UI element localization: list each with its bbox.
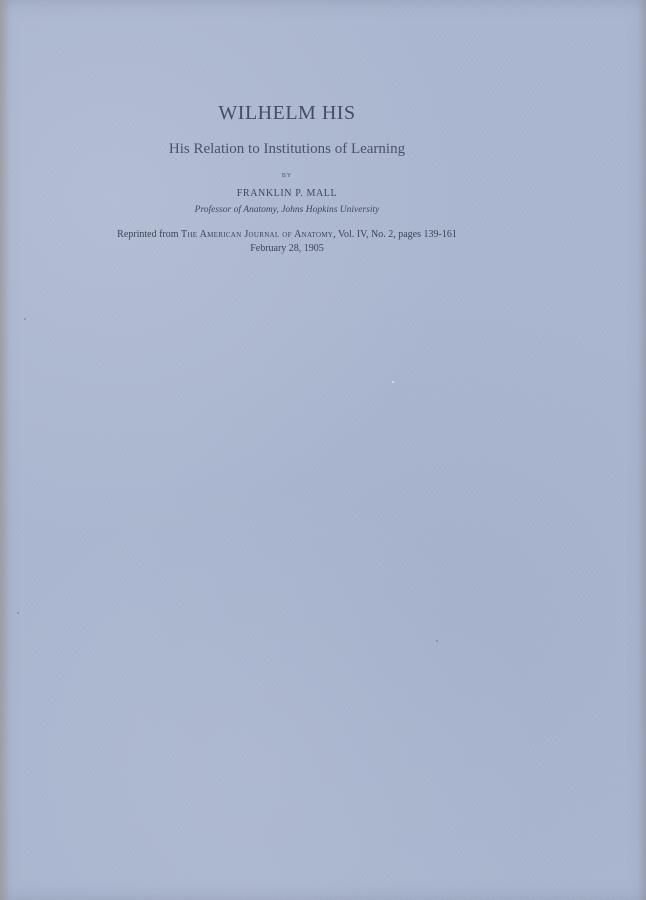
paper-speck (17, 612, 19, 614)
paper-speck (436, 640, 438, 642)
paper-speck (392, 381, 394, 383)
author-name: FRANKLIN P. MALL (236, 188, 338, 199)
byline-label: BY (281, 173, 293, 179)
journal-name: The American Journal of Anatomy (181, 229, 334, 240)
worn-right-edge (638, 0, 646, 900)
publication-date: February 28, 1905 (250, 243, 324, 254)
cover-subtitle: His Relation to Institutions of Learning (168, 141, 406, 157)
reprint-notice (0, 229, 574, 240)
author-affiliation: Professor of Anatomy, Johns Hopkins University (194, 205, 380, 215)
cover-title: WILHELM HIS (218, 102, 356, 124)
reprint-details: , Vol. IV, No. 2, pages 139-161 (333, 229, 457, 240)
reprint-prefix: Reprinted from (117, 229, 182, 240)
paper-speck (24, 318, 26, 320)
worn-left-edge (0, 0, 10, 900)
